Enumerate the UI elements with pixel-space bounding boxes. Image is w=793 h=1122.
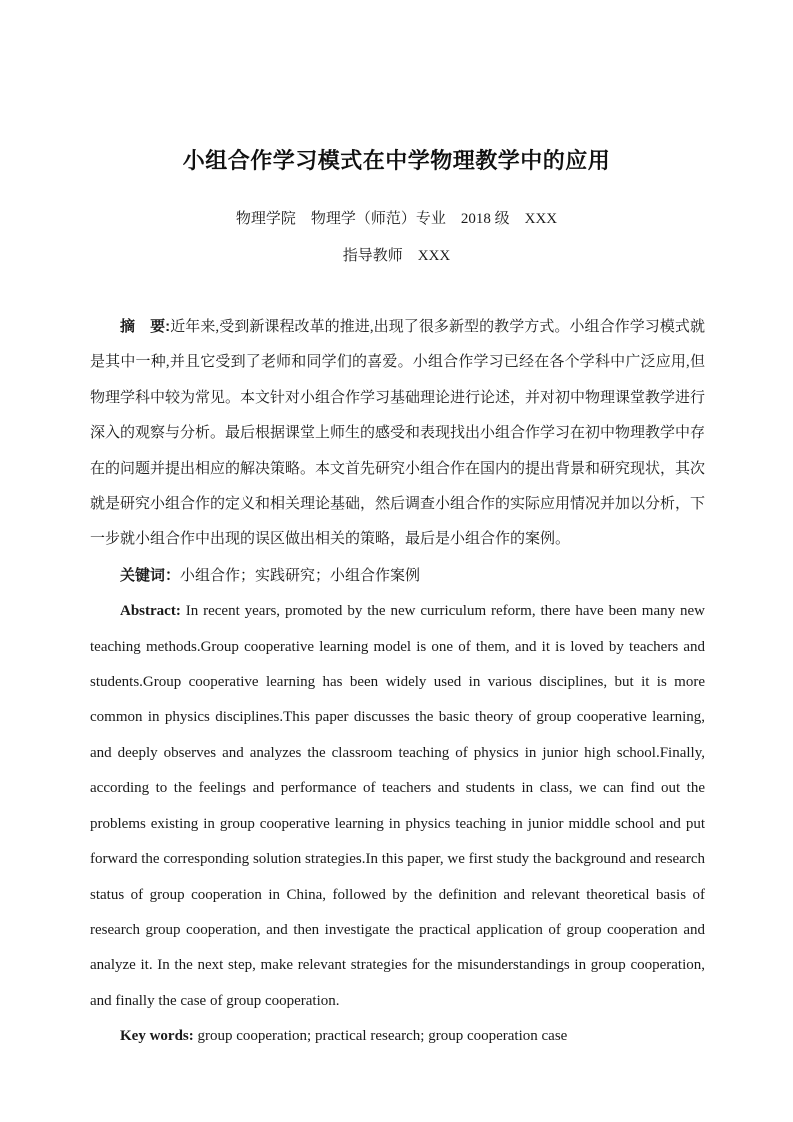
keywords-en-paragraph	[90, 1019, 705, 1054]
page-title: 小组合作学习模式在中学物理教学中的应用	[182, 147, 611, 173]
keywords-cn-label: 关键词：	[120, 566, 181, 584]
abstract-body	[90, 309, 705, 1055]
keywords-cn-text: 小组合作；实践研究；小组合作案例	[180, 567, 421, 584]
abstract-en-paragraph	[90, 594, 705, 1019]
abstract-en-text: In recent years, promoted by the new curriculum reform, there have been many new teaching methods.Group cooperative learning model is one of them, and it is loved by teachers and students.Group cooperative learning has been widely used in various disciplines, but it is more common in physics disciplines.This paper discusses the basic theory of group cooperative learning, and deeply observes and analyzes the classroom teaching of physics in junior high school.Finally, according to the feelings and performance of teachers and students in class, we can find out the problems existing in group cooperative learning in physics teaching in junior middle school and put forward the corresponding solution strategies.In this paper, we first study the background and research status of group cooperation in China, followed by the definition and relevant theoretical basis of research group cooperation, and then investigate the practical application of group cooperation and analyze it. In the next step, make relevant strategies for the misunderstandings in group cooperation, and finally the case of group cooperation.	[90, 603, 705, 1009]
advisor-line: 指导教师 XXX	[342, 248, 451, 264]
abstract-cn-text: 近年来,受到新课程改革的推进,出现了很多新型的教学方式。小组合作学习模式就是其中一种,并且它受到了老师和同学们的喜爱。小组合作学习已经在各个学科中广泛应用,但物理学科中较为常见。本文针对小组合作学习基础理论进行论述，并对初中物理课堂教学进行深入的观察与分析。最后根据课堂上师生的感受和表现找出小组合作学习在初中物理教学中存在的问题并提出相应的解决策略。本文首先研究小组合作在国内的提出背景和研究现状，其次就是研究小组合作的定义和相关理论基础，然后调查小组合作的实际应用情况并加以分析，下一步就小组合作中出现的误区做出相关的策略，最后是小组合作的案例。	[90, 319, 706, 548]
keywords-cn-paragraph	[90, 558, 705, 594]
abstract-cn-label: 摘 要:	[120, 318, 171, 335]
byline: 物理学院 物理学（师范）专业 2018 级 XXX	[235, 211, 558, 227]
abstract-en-label: Abstract:	[120, 603, 181, 620]
keywords-en-label: Key words:	[120, 1028, 194, 1045]
abstract-cn-paragraph	[90, 309, 705, 558]
author-meta	[0, 201, 793, 275]
keywords-en-text: group cooperation; practical research; group cooperation case	[193, 1028, 568, 1045]
